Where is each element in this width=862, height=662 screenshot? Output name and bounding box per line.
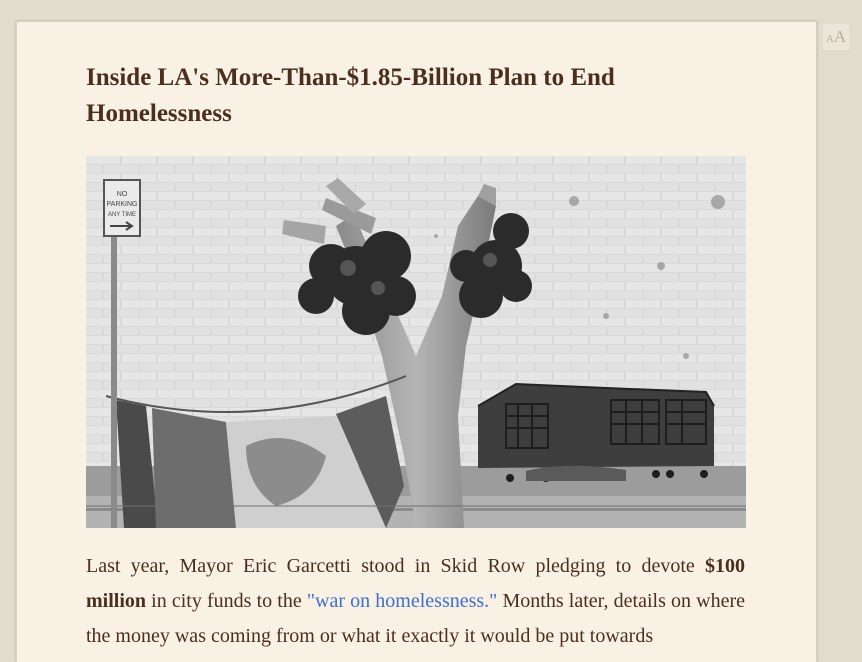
svg-text:ANY TIME: ANY TIME [107, 212, 137, 218]
article-title: Inside LA's More-Than-$1.85-Billion Plan to End Homelessness [86, 64, 615, 127]
body-bold-amount: $100 million [86, 555, 745, 612]
body-text-2: in city funds to the [146, 590, 307, 612]
svg-text:PARKING: PARKING [106, 201, 138, 208]
text-size-big-icon: A [833, 27, 847, 46]
reader-page [16, 21, 817, 662]
svg-text:NO: NO [116, 191, 128, 198]
article-body [86, 549, 745, 654]
body-text-1: Last year, Mayor Eric Garcetti stood in Skid Row pledging to devote [86, 555, 705, 577]
text-size-small-icon: A [825, 33, 834, 45]
body-text-3: Months later, details on where the money was coming from or what it exactly it would be put towards [86, 590, 746, 647]
text-size-button[interactable] [823, 24, 849, 50]
article-hero-image [86, 156, 746, 528]
war-on-homelessness-link[interactable]: "war on homelessness." [306, 590, 498, 612]
